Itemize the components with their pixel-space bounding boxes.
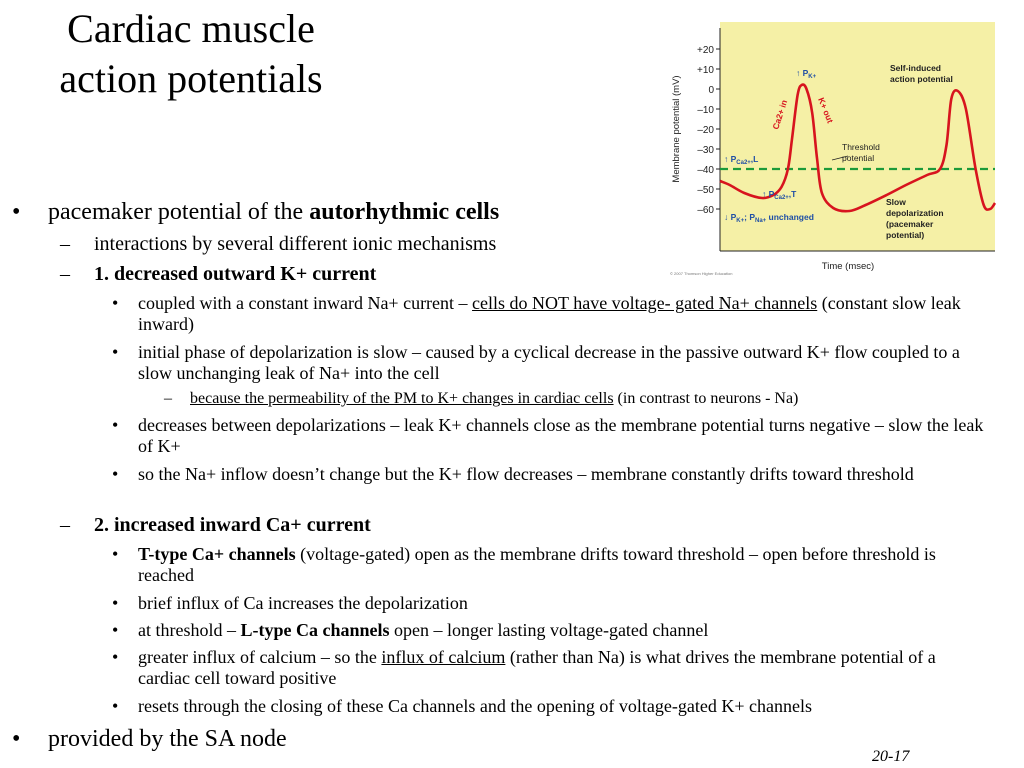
bullet-text: interactions by several different ionic mechanisms (94, 233, 497, 255)
bullet-text: so the Na+ inflow doesn’t change but the K+ flow decreases – membrane constantly drifts toward threshold (138, 464, 914, 484)
y-tick-label: 0 (708, 85, 714, 96)
slow-depolarization-label: potential) (886, 230, 925, 240)
bullet-marker: • (112, 342, 119, 362)
bullet-marker: • (112, 696, 119, 716)
bullet-decreased-k (60, 263, 660, 285)
bullet-heading: 2. increased inward Ca+ current (94, 514, 371, 536)
underlined-text: cells do NOT have voltage- gated Na+ channels (472, 293, 818, 313)
bullet-increased-ca (60, 514, 660, 536)
x-axis-label: Time (msec) (821, 261, 875, 272)
bullet-marker: • (12, 726, 21, 752)
bullet-coupled (112, 293, 1012, 335)
bullet-text-post: (constant slow leak inward) (138, 293, 961, 334)
k-out-label: K+ out (816, 96, 836, 125)
slow-depolarization-label: Slow (886, 197, 906, 207)
slow-depolarization-label: depolarization (886, 208, 944, 218)
bullet-pacemaker (12, 199, 652, 225)
copyright-text: © 2007 Thomson Higher Education (670, 271, 733, 276)
bullet-marker: • (12, 199, 21, 225)
bullet-marker: • (112, 620, 119, 640)
bullet-marker: • (112, 415, 119, 435)
bullet-marker: • (112, 464, 119, 484)
title-line-2: action potentials (59, 56, 323, 101)
bullet-at-threshold (112, 620, 992, 641)
bullet-text-post: open – longer lasting voltage-gated channel (389, 620, 709, 640)
bullet-text: brief influx of Ca increases the depolarization (138, 593, 468, 613)
bullet-text: greater influx of calcium – so the (138, 647, 382, 667)
bullet-resets (112, 696, 1012, 717)
bullet-bold: L-type Ca channels (240, 620, 390, 640)
bullet-interactions (60, 233, 660, 255)
pca-t-label: ↑ $P_{Ca2+},T$ (762, 189, 797, 201)
ca-in-label: Ca2+ in (770, 98, 790, 131)
bullet-text: at threshold – (138, 620, 241, 640)
y-tick-label: +10 (697, 65, 714, 76)
title-line-1: Cardiac muscle (67, 6, 315, 51)
bullet-text: coupled with a constant inward Na+ current – (138, 293, 473, 313)
dash-marker: – (164, 390, 172, 407)
bullet-sa-node (12, 726, 652, 752)
bullet-marker: • (112, 647, 119, 667)
bullet-na-inflow (112, 464, 992, 485)
bullet-bold: autorhythmic cells (309, 199, 500, 225)
bullet-marker: • (112, 544, 119, 564)
bullet-text: pacemaker potential of the (48, 199, 310, 225)
threshold-potential-label: Threshold (842, 142, 880, 152)
bullet-decreases (112, 415, 992, 457)
pk-pna-label: ↓ $P_{K+}$; $P_{Na+}$ unchanged (724, 212, 814, 224)
bullet-marker: • (112, 593, 119, 613)
bullet-bold: T-type Ca+ channels (138, 544, 296, 564)
y-tick-label: –60 (697, 205, 714, 216)
bullet-text-post: (in contrast to neurons - Na) (613, 390, 799, 407)
y-tick-label: +20 (697, 45, 714, 56)
bullet-greater-influx (112, 647, 992, 689)
slow-depolarization-label: (pacemaker (886, 219, 934, 229)
underlined-text: because the permeability of the PM to K+ changes in cardiac cells (190, 390, 614, 407)
bullet-text: initial phase of depolarization is slow – caused by a cyclical decrease in the passive outward K+ flow coupled to a slow unchanging leak of Na+ into the cell (138, 342, 960, 383)
dash-marker: – (60, 514, 70, 536)
y-axis-label: Membrane potential (mV) (671, 75, 682, 183)
dash-marker: – (60, 263, 70, 285)
bullet-brief-influx (112, 593, 992, 614)
bullet-initial-phase (112, 342, 992, 384)
y-tick-label: –30 (697, 145, 714, 156)
bullet-text: provided by the SA node (48, 726, 287, 752)
slide-number: 20-17 (872, 748, 910, 765)
y-tick-label: –50 (697, 185, 714, 196)
bullet-text-post: (rather than Na) is what drives the membrane potential of a cardiac cell toward positive (138, 647, 936, 688)
bullet-text-post: (voltage-gated) open as the membrane drifts toward threshold – open before threshold is reached (138, 544, 936, 585)
self-induced-label: action potential (890, 74, 953, 84)
y-tick-label: –40 (697, 165, 714, 176)
pca-l-label: ↑ $P_{Ca2+},L$ (724, 154, 759, 166)
bullet-permeability (164, 389, 1004, 408)
y-tick-label: –20 (697, 125, 714, 136)
bullet-text: decreases between depolarizations – leak K+ channels close as the membrane potential turns negative – slow the leak of K+ (138, 415, 984, 456)
y-tick-label: –10 (697, 105, 714, 116)
threshold-potential-label: potential (842, 153, 875, 163)
underlined-text: influx of calcium (381, 647, 506, 667)
pk-increase-label: ↑ $P_{K+}$ (796, 68, 817, 80)
bullet-marker: • (112, 293, 119, 313)
dash-marker: – (60, 233, 70, 255)
bullet-text: resets through the closing of these Ca channels and the opening of voltage-gated K+ channels (138, 696, 812, 716)
bullet-t-type (112, 544, 992, 586)
bullet-heading: 1. decreased outward K+ current (94, 263, 377, 285)
self-induced-label: Self-induced (890, 63, 942, 73)
